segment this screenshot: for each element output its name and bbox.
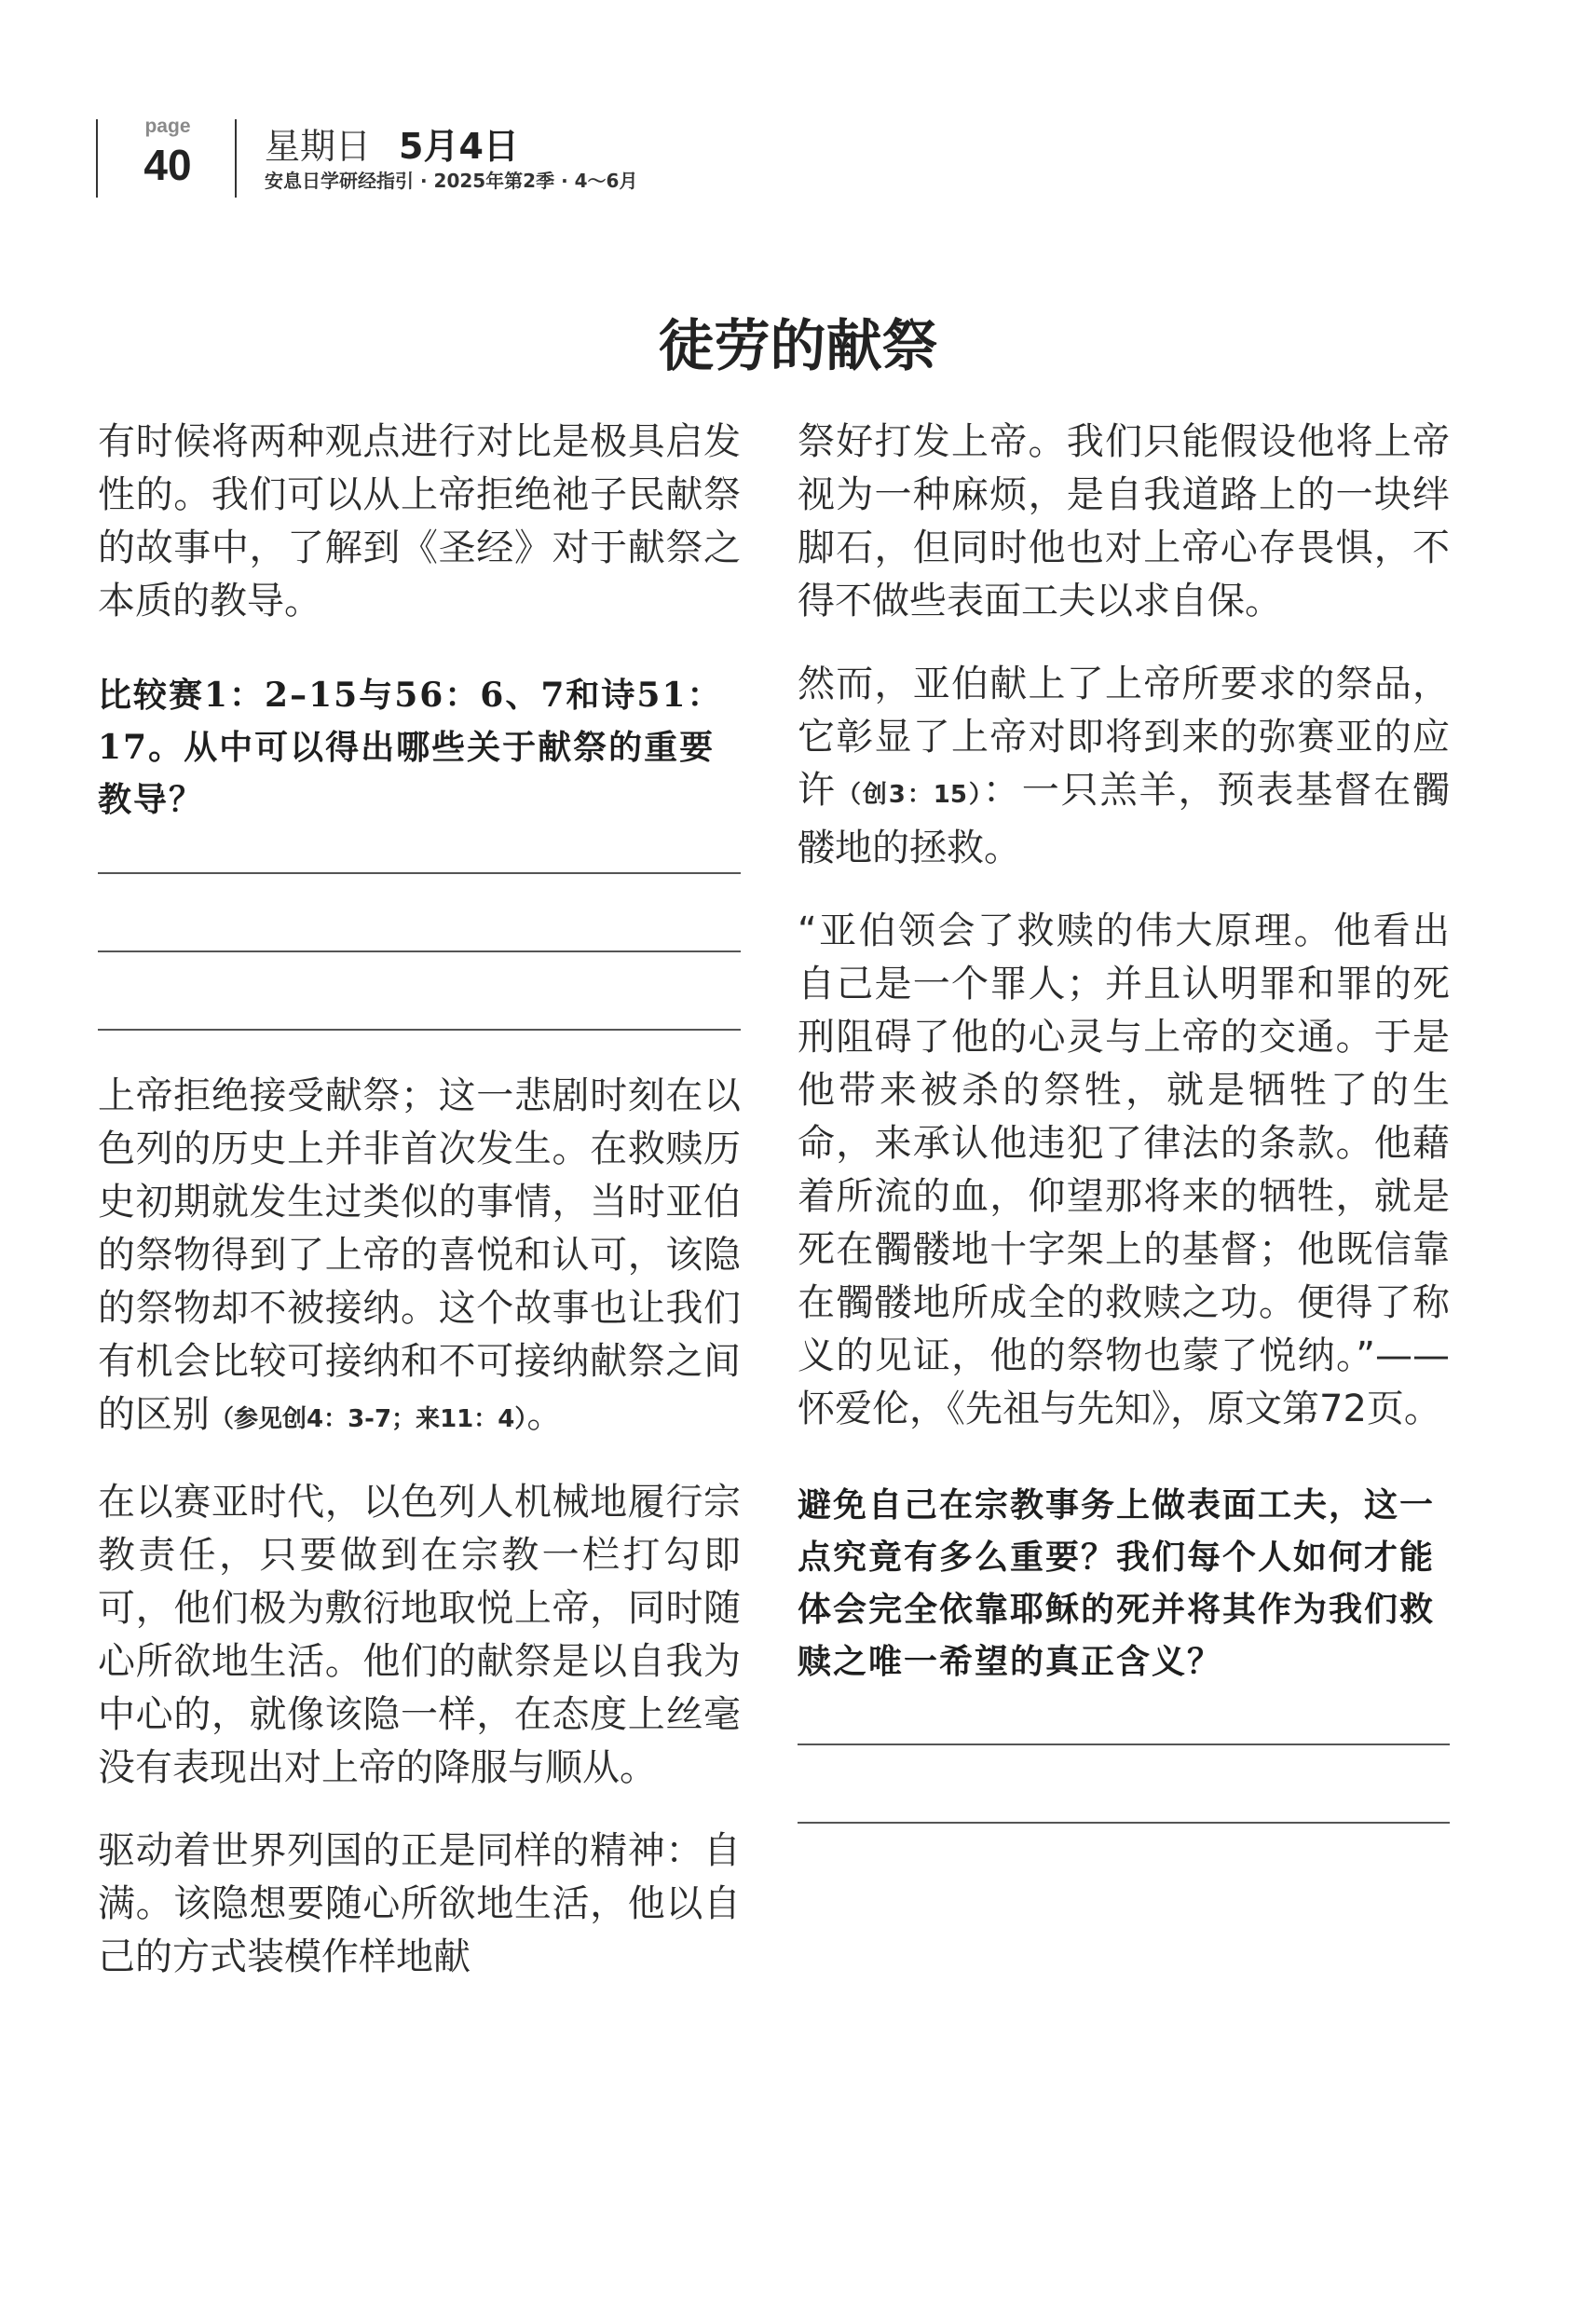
right-column (798, 416, 1450, 1824)
answer-lines-1 (98, 872, 741, 1031)
scripture-reference: （创3：15） (836, 781, 983, 809)
paragraph-text: 上帝拒绝接受献祭；这一悲剧时刻在以色列的历史上并非首次发生。在救赎历史初期就发生过类似的事情，当时亚伯的祭物得到了上帝的喜悦和认可，该隐的祭物却不被接纳。这个故事也让我们有机会比较可接纳和不可接纳献祭之间的区别 (98, 1074, 741, 1436)
paragraph-text: 然而，亚伯献上了上帝所要求的祭品，它彰显了上帝对即将到来的弥赛亚的应许 (798, 663, 1450, 812)
paragraph-continuation: 祭好打发上帝。我们只能假设他将上帝视为一种麻烦，是自我道路上的一块绊脚石，但同时他也对上帝心存畏惧，不得不做些表面工夫以求自保。 (798, 420, 1450, 622)
answer-line[interactable] (798, 1744, 1450, 1745)
lesson-date: 5月4日 (399, 126, 519, 167)
page-title: 徒劳的献祭 (658, 314, 938, 379)
paragraph-rejected-sacrifice (98, 1070, 741, 1446)
ellen-white-quote: “亚伯领会了救赎的伟大原理。他看出自己是一个罪人；并且认明罪和罪的死刑阻碍了他的心灵与上帝的交通。于是他带来被杀的祭牲，就是牺牲了的生命，来承认他违犯了律法的条款。他藉着所流的血，仰望那将来的牺牲，就是死在髑髅地十字架上的基督；他既信靠在髑髅地所成全的救赎之功。便得了称义的见证，他的祭物也蒙了悦纳。”——怀爱伦，《先祖与先知》，原文第72页。 (798, 909, 1450, 1430)
left-column (98, 416, 741, 2014)
header-divider-right (235, 119, 237, 198)
paragraph-complacency: 驱动着世界列国的正是同样的精神：自满。该隐想要随心所欲地生活，他以自己的方式装模作样地献 (98, 1829, 741, 1978)
scripture-reference: （参见创4：3-7；来11：4） (210, 1405, 527, 1433)
study-question-2: 避免自己在宗教事务上做表面工夫，这一点究竟有多么重要？我们每个人如何才能体会完全依靠耶稣的死并将其作为我们救赎之唯一希望的真正含义？ (798, 1485, 1436, 1681)
answer-lines-2 (798, 1744, 1450, 1824)
intro-paragraph: 有时候将两种观点进行对比是极具启发性的。我们可以从上帝拒绝祂子民献祭的故事中，了解到《圣经》对于献祭之本质的教导。 (98, 420, 741, 622)
paragraph-text-end: 。 (526, 1393, 565, 1436)
answer-line[interactable] (798, 1822, 1450, 1824)
page-number: 40 (143, 141, 192, 189)
weekday: 星期日 (265, 126, 372, 167)
lesson-day (265, 117, 519, 169)
page-label: page (144, 116, 191, 137)
paragraph-abel-offering (798, 658, 1450, 875)
header-divider-left (96, 119, 98, 198)
paragraph-isaiah-era: 在以赛亚时代，以色列人机械地履行宗教责任，只要做到在宗教一栏打勾即可，他们极为敷衍地取悦上帝，同时随心所欲地生活。他们的献祭是以自我为中心的，就像该隐一样，在态度上丝毫没有表现出对上帝的降服与顺从。 (98, 1481, 741, 1789)
answer-line[interactable] (98, 950, 741, 952)
publication-subtitle: 安息日学研经指引 · 2025年第2季 · 4～6月 (265, 170, 638, 192)
page-header (0, 0, 1596, 214)
study-question-1: 比较赛1：2–15与56：6、7和诗51：17。从中可以得出哪些关于献祭的重要教导？ (98, 676, 723, 819)
answer-line[interactable] (98, 1029, 741, 1031)
paragraph-text-end: ：一只羔羊，预表基督在髑髅地的拯救。 (798, 769, 1451, 869)
answer-line[interactable] (98, 872, 741, 874)
